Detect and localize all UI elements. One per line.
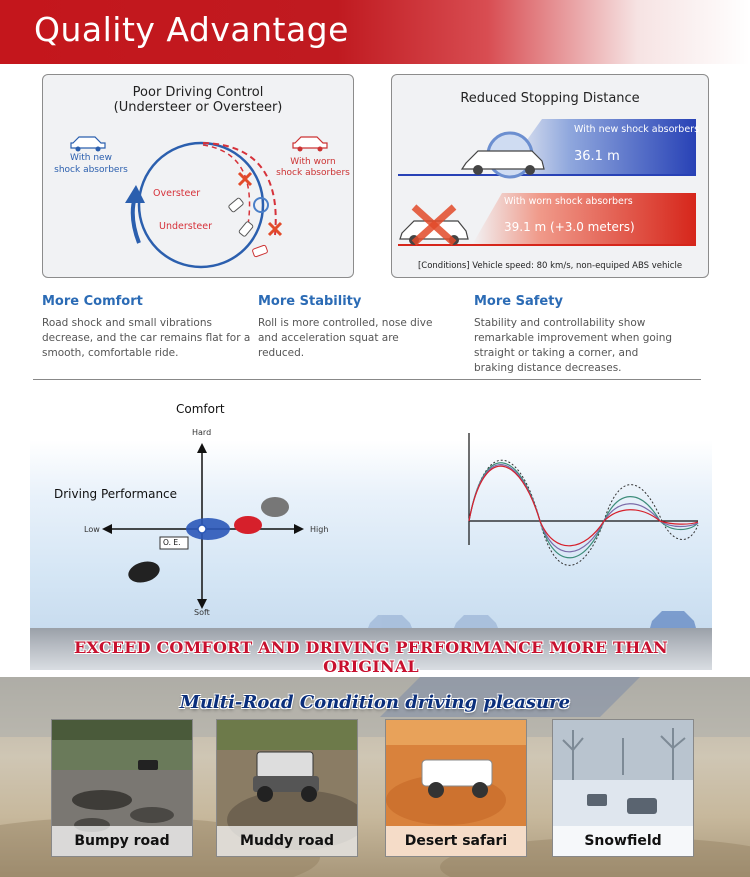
tile-desert-safari <box>385 719 527 857</box>
soft-label: Soft <box>194 608 210 617</box>
exceed-banner: EXCEED COMFORT AND DRIVING PERFORMANCE MORE THAN ORIGINAL <box>74 638 668 676</box>
test-conditions: [Conditions] Vehicle speed: 80 km/s, non-equiped ABS vehicle <box>417 261 683 271</box>
section-divider <box>33 379 701 380</box>
understeer-path <box>203 145 250 225</box>
oe-label: O. E. <box>163 538 181 547</box>
tile-label-muddy: Muddy road <box>217 826 357 856</box>
stopping-diagram <box>392 75 710 279</box>
worn-shock-label-2: shock absorbers <box>276 168 350 178</box>
new-shock-distance: 36.1 m <box>574 149 620 164</box>
road-car-icons <box>368 611 696 628</box>
wave-purple <box>469 465 698 552</box>
new-shock-label-1: With new <box>70 153 112 163</box>
performance-graphics <box>0 395 750 635</box>
worn-shock-car-icon <box>400 207 468 245</box>
feature-safety-text: Stability and controllability show remarkable improvement when going straight or taking a corner, and braking distance decreases. <box>474 317 673 374</box>
new-shock-caption: With new shock absorbers <box>574 124 700 135</box>
feature-safety <box>474 294 674 376</box>
oe-marker <box>198 525 206 533</box>
red-absorber-blob <box>234 516 262 534</box>
axis-arrow-up <box>197 443 207 453</box>
pivot-icon <box>254 198 268 212</box>
wave-oe <box>469 460 698 565</box>
tile-snowfield <box>552 719 694 857</box>
low-label: Low <box>84 525 100 534</box>
worn-shock-label-1: With worn <box>290 157 336 167</box>
tile-label-bumpy: Bumpy road <box>52 826 192 856</box>
feature-comfort-text: Road shock and small vibrations decrease, and the car remains flat for a smooth, comfortable ride. <box>42 317 251 359</box>
oversteer-label: Oversteer <box>153 188 201 199</box>
control-panel-title-2: (Understeer or Oversteer) <box>113 100 283 115</box>
feature-stability-title: More Stability <box>258 294 362 309</box>
header-banner <box>0 0 750 64</box>
new-shock-label-2: shock absorbers <box>54 165 128 175</box>
feature-stability-text: Roll is more controlled, nose dive and acceleration squat are reduced. <box>258 317 433 359</box>
multi-road-title: Multi-Road Condition driving pleasure <box>179 692 571 713</box>
feature-comfort-title: More Comfort <box>42 294 143 309</box>
stopping-distance-panel <box>391 74 709 278</box>
feature-comfort <box>42 294 252 361</box>
tile-muddy-road <box>216 719 358 857</box>
oe-soft-blob <box>126 558 162 586</box>
high-label: High <box>310 525 329 534</box>
sport-absorber-blob <box>261 497 289 517</box>
axis-arrow-right <box>294 524 304 534</box>
page-title: Quality Advantage <box>34 10 349 49</box>
control-panel-title-1: Poor Driving Control <box>132 85 264 100</box>
driving-control-panel <box>42 74 354 278</box>
wave-red <box>469 466 698 546</box>
tile-label-snowfield: Snowfield <box>553 826 693 856</box>
feature-stability <box>258 294 448 361</box>
tile-label-desert: Desert safari <box>386 826 526 856</box>
axis-arrow-left <box>102 524 112 534</box>
tile-bumpy-road <box>51 719 193 857</box>
new-shock-path <box>139 143 263 267</box>
worn-shock-distance: 39.1 m (+3.0 meters) <box>504 220 635 234</box>
stopping-panel-title: Reduced Stopping Distance <box>460 91 640 106</box>
performance-axis-title: Driving Performance <box>54 487 178 501</box>
hard-label: Hard <box>192 428 212 437</box>
new-shock-car-icon <box>71 137 105 152</box>
feature-safety-title: More Safety <box>474 294 563 309</box>
wave-green <box>469 463 698 558</box>
worn-shock-caption: With worn shock absorbers <box>504 196 633 207</box>
oversteer-x-icon <box>239 173 251 185</box>
comfort-axis-title: Comfort <box>176 402 225 416</box>
understeer-label: Understeer <box>159 221 213 232</box>
new-absorber-blob <box>186 518 230 540</box>
worn-shock-car-icon <box>293 137 327 152</box>
